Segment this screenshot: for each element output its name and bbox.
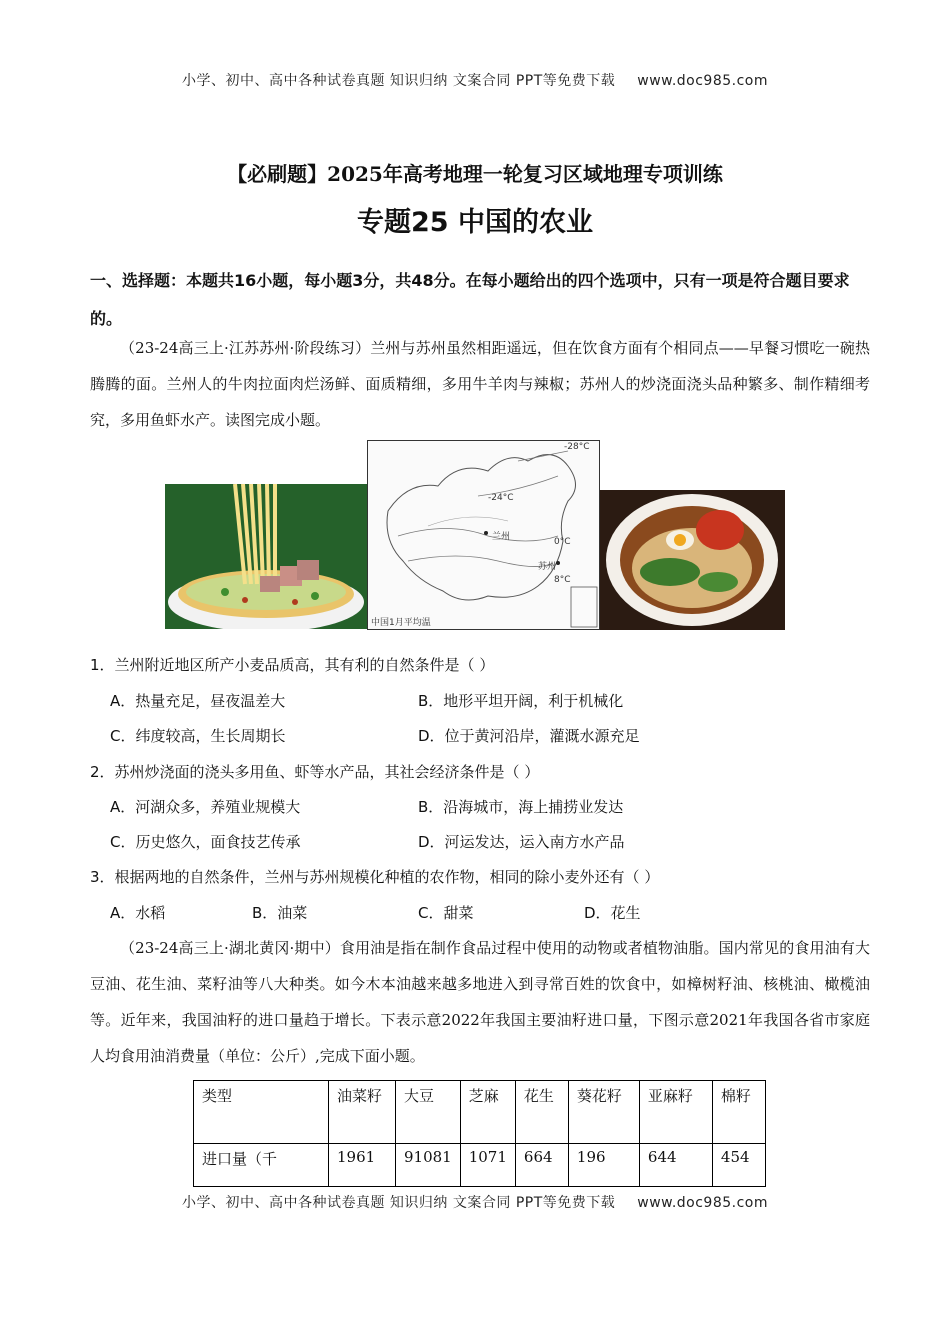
city-label-lanzhou: 兰州 (492, 532, 511, 542)
figure-noodles-and-map (165, 440, 785, 630)
isotherm-label: -24°C (488, 493, 514, 503)
banner-site-link[interactable]: www.doc985.com (637, 73, 769, 89)
table-cell: 1961 (329, 1144, 396, 1187)
question-3-option-a[interactable]: A．水稻 (110, 904, 166, 922)
question-2-option-c[interactable]: C．历史悠久，面食技艺传承 (110, 833, 301, 851)
question-2-stem: 2．苏州炒浇面的浇头多用鱼、虾等水产品，其社会经济条件是（ ） (90, 763, 540, 781)
banner-site-link[interactable]: www.doc985.com (637, 1195, 769, 1211)
isotherm-label: 0°C (554, 537, 571, 547)
table-header-cell: 类型 (194, 1081, 329, 1144)
question-2-option-a[interactable]: A．河湖众多，养殖业规模大 (110, 798, 301, 816)
table-cell: 664 (515, 1144, 568, 1187)
table-row (194, 1144, 766, 1187)
table-cell: 进口量（千 (194, 1144, 329, 1187)
table-header-cell: 芝麻 (460, 1081, 515, 1144)
table-header-cell: 棉籽 (712, 1081, 765, 1144)
section-heading: 一、选择题：本题共16小题，每小题3分，共48分。在每小题给出的四个选项中，只有一项是符合题目要求的。 (90, 271, 850, 328)
question-1-option-b[interactable]: B．地形平坦开阔，利于机械化 (418, 692, 624, 710)
table-cell: 644 (639, 1144, 712, 1187)
question-3-option-b[interactable]: B．油菜 (252, 904, 308, 922)
table-header-cell: 葵花籽 (568, 1081, 639, 1144)
oilseed-import-table (193, 1080, 766, 1187)
table-header-cell: 亚麻籽 (639, 1081, 712, 1144)
question-3-option-d[interactable]: D．花生 (584, 904, 641, 922)
table-cell: 196 (568, 1144, 639, 1187)
isotherm-label: 8°C (554, 575, 571, 585)
table-cell: 91081 (396, 1144, 461, 1187)
table-header-cell: 油菜籽 (329, 1081, 396, 1144)
question-3-stem: 3．根据两地的自然条件，兰州与苏州规模化种植的农作物，相同的除小麦外还有（ ） (90, 868, 660, 886)
question-1-option-a[interactable]: A．热量充足，昼夜温差大 (110, 692, 286, 710)
question-1-option-d[interactable]: D．位于黄河沿岸，灌溉水源充足 (418, 727, 640, 745)
banner-text: 小学、初中、高中各种试卷真题 知识归纳 文案合同 PPT等免费下载 (181, 1195, 616, 1211)
china-outline-map (368, 441, 599, 629)
passage-edible-oil: （23-24高三上·湖北黄冈·期中）食用油是指在制作食品过程中使用的动物或者植物油脂。国内常见的食用油有大豆油、花生油、菜籽油等八大种类。如今木本油越来越多地进入到寻常百姓的饮食中，如樟树籽油、核桃油、橄榄油等。近年来，我国油籽的进口量趋于增长。下表示意2022年我国主要油籽进口量，下图示意2021年我国各省市家庭人均食用油消费量（单位：公斤）,完成下面小题。 (90, 939, 870, 1065)
table-cell: 1071 (460, 1144, 515, 1187)
question-2-option-d[interactable]: D．河运发达，运入南方水产品 (418, 833, 625, 851)
soup-bowl-illustration (600, 490, 785, 630)
table-cell: 454 (712, 1144, 765, 1187)
isotherm-label: -28°C (564, 442, 590, 452)
table-header-row (194, 1081, 766, 1144)
document-series-title: 【必刷题】2025年高考地理一轮复习区域地理专项训练 (227, 162, 723, 186)
document-topic-title: 专题25 中国的农业 (357, 207, 593, 238)
map-caption: 中国1月平均温 (371, 618, 431, 628)
passage-lanzhou-suzhou: （23-24高三上·江苏苏州·阶段练习）兰州与苏州虽然相距遥远，但在饮食方面有个相同点——早餐习惯吃一碗热腾腾的面。兰州人的牛肉拉面肉烂汤鲜、面质精细，多用牛羊肉与辣椒；苏州人的炒浇面浇头品种繁多、制作精细考究，多用鱼虾水产。读图完成小题。 (90, 339, 870, 429)
city-label-suzhou: 苏州 (538, 562, 557, 572)
banner-text: 小学、初中、高中各种试卷真题 知识归纳 文案合同 PPT等免费下载 (181, 73, 616, 89)
china-january-temperature-map (367, 440, 600, 630)
noodle-bowl-illustration (165, 484, 367, 629)
suzhou-noodle-photo (600, 490, 785, 630)
question-3-option-c[interactable]: C．甜菜 (418, 904, 474, 922)
header-banner (0, 70, 950, 90)
table-header-cell: 花生 (515, 1081, 568, 1144)
footer-banner (0, 1192, 950, 1212)
question-1-stem: 1．兰州附近地区所产小麦品质高，其有利的自然条件是（ ） (90, 656, 495, 674)
question-1-option-c[interactable]: C．纬度较高，生长周期长 (110, 727, 286, 745)
table-header-cell: 大豆 (396, 1081, 461, 1144)
lanzhou-noodle-photo (165, 484, 367, 629)
question-2-option-b[interactable]: B．沿海城市，海上捕捞业发达 (418, 798, 624, 816)
